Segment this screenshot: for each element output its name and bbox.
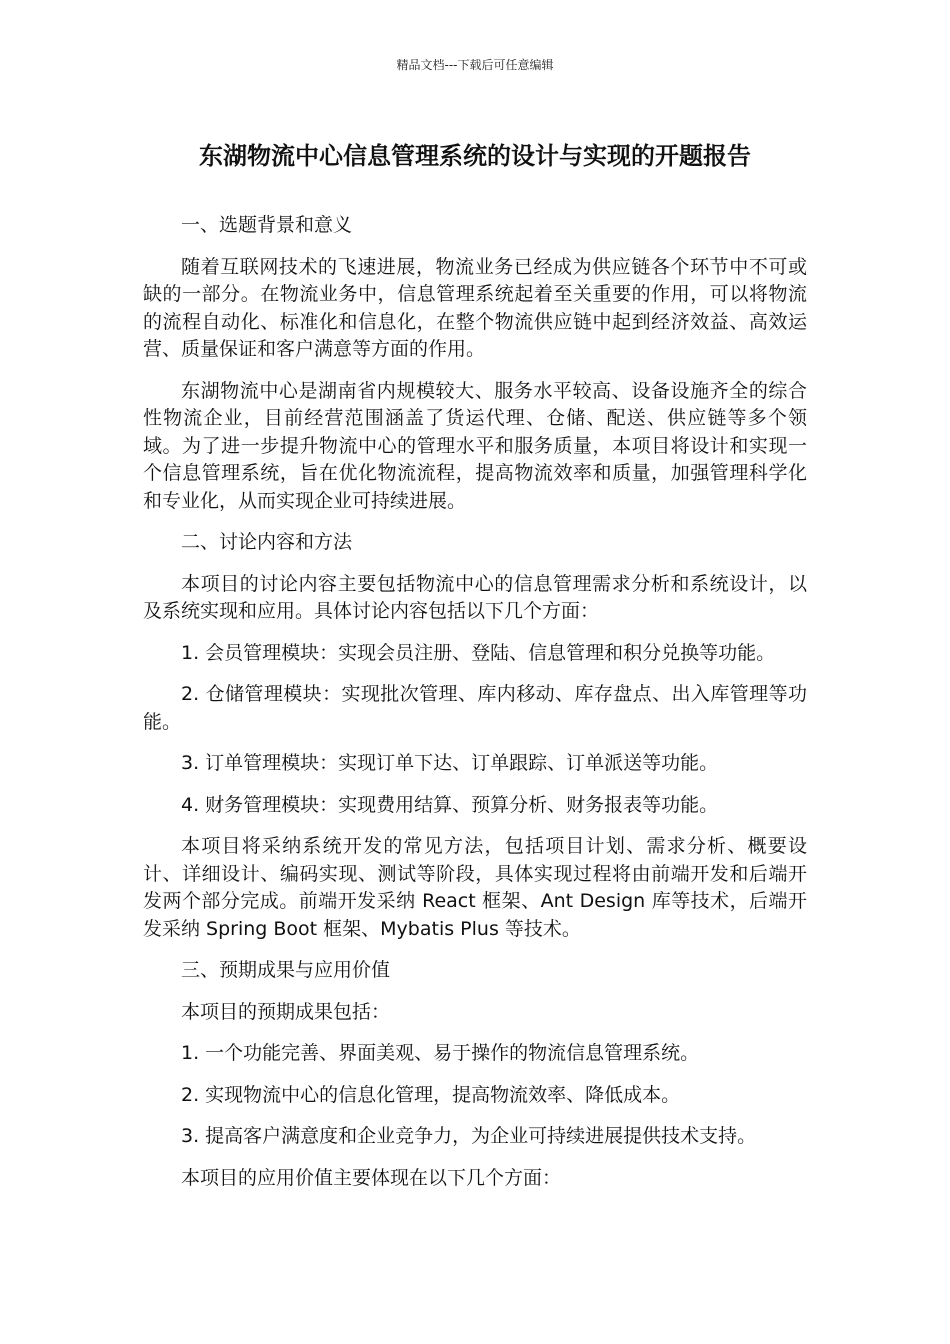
body-paragraph: 本项目的预期成果包括： bbox=[181, 1000, 391, 1023]
body-paragraph: 本项目的讨论内容主要包括物流中心的信息管理需求分析和系统设计，以及系统实现和应用。具体讨论内容包括以下几个方面： bbox=[143, 572, 807, 622]
list-item: 1. 会员管理模块：实现会员注册、登陆、信息管理和积分兑换等功能。 bbox=[181, 641, 776, 664]
body-paragraph: 东湖物流中心是湖南省内规模较大、服务水平较高、设备设施齐全的综合性物流企业，目前经营范围涵盖了货运代理、仓储、配送、供应链等多个领域。为了进一步提升物流中心的管理水平和服务质量，本项目将设计和实现一个信息管理系统，旨在优化物流流程，提高物流效率和质量，加强管理科学化和专业化，从而实现企业可持续进展。 bbox=[143, 379, 807, 512]
list-item: 2. 实现物流中心的信息化管理，提高物流效率、降低成本。 bbox=[181, 1083, 681, 1106]
document-title: 东湖物流中心信息管理系统的设计与实现的开题报告 bbox=[199, 142, 751, 170]
list-item: 2. 仓储管理模块：实现批次管理、库内移动、库存盘点、出入库管理等功能。 bbox=[143, 683, 807, 733]
list-item: 1. 一个功能完善、界面美观、易于操作的物流信息管理系统。 bbox=[181, 1042, 700, 1064]
document-body bbox=[143, 212, 807, 1206]
list-item: 3. 订单管理模块：实现订单下达、订单跟踪、订单派送等功能。 bbox=[181, 752, 719, 774]
body-paragraph: 本项目将采纳系统开发的常见方法，包括项目计划、需求分析、概要设计、详细设计、编码实现、测试等阶段，具体实现过程将由前端开发和后端开发两个部分完成。前端开发采纳 React 框架、Ant Design 库等技术，后端开发采纳 Spring Boot 框架、Mybatis Plus 等技术。 bbox=[143, 835, 807, 940]
header-note: 精品文档---下载后可任意编辑 bbox=[396, 58, 554, 72]
section-heading-1: 一、选题背景和意义 bbox=[181, 214, 353, 236]
body-paragraph: 随着互联网技术的飞速进展，物流业务已经成为供应链各个环节中不可或缺的一部分。在物流业务中，信息管理系统起着至关重要的作用，可以将物流的流程自动化、标准化和信息化，在整个物流供应链中起到经济效益、高效运营、质量保证和客户满意等方面的作用。 bbox=[143, 255, 807, 360]
list-item: 3. 提高客户满意度和企业竞争力，为企业可持续进展提供技术支持。 bbox=[181, 1125, 757, 1147]
body-paragraph: 本项目的应用价值主要体现在以下几个方面： bbox=[181, 1166, 562, 1189]
section-heading-2: 二、讨论内容和方法 bbox=[181, 531, 353, 553]
section-heading-3: 三、预期成果与应用价值 bbox=[181, 959, 391, 981]
list-item: 4. 财务管理模块：实现费用结算、预算分析、财务报表等功能。 bbox=[181, 793, 719, 816]
